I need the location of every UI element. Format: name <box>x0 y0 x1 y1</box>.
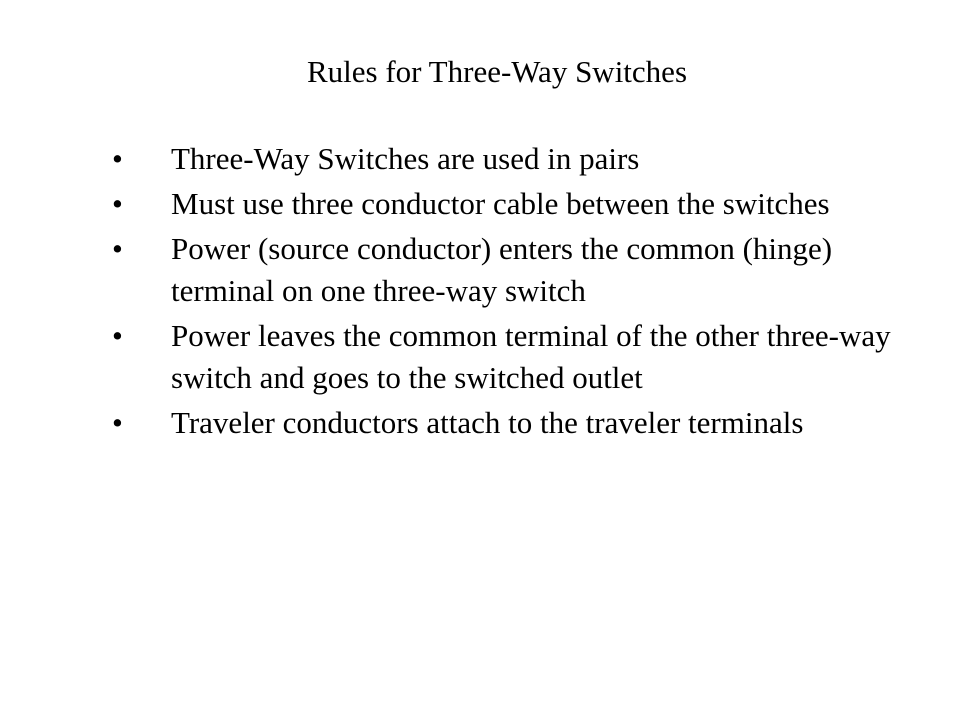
bullet-icon: • <box>112 186 123 221</box>
bullet-item <box>110 138 900 180</box>
bullet-text: Must use three conductor cable between the switches <box>171 186 830 221</box>
bullet-item <box>110 183 900 225</box>
bullet-icon: • <box>112 231 123 266</box>
bullet-icon: • <box>112 141 123 176</box>
bullet-icon: • <box>112 318 123 353</box>
bullet-icon: • <box>112 405 123 440</box>
bullet-item <box>110 402 900 444</box>
bullet-text: Power (source conductor) enters the common (hinge) terminal on one three-way switch <box>171 231 833 308</box>
bullet-list <box>110 138 900 447</box>
bullet-text: Power leaves the common terminal of the other three-way switch and goes to the switched outlet <box>171 318 891 395</box>
bullet-text: Traveler conductors attach to the traveler terminals <box>171 405 804 440</box>
slide-title: Rules for Three-Way Switches <box>306 54 688 89</box>
bullet-item <box>110 228 900 312</box>
bullet-text: Three-Way Switches are used in pairs <box>171 141 640 176</box>
bullet-item <box>110 315 900 399</box>
